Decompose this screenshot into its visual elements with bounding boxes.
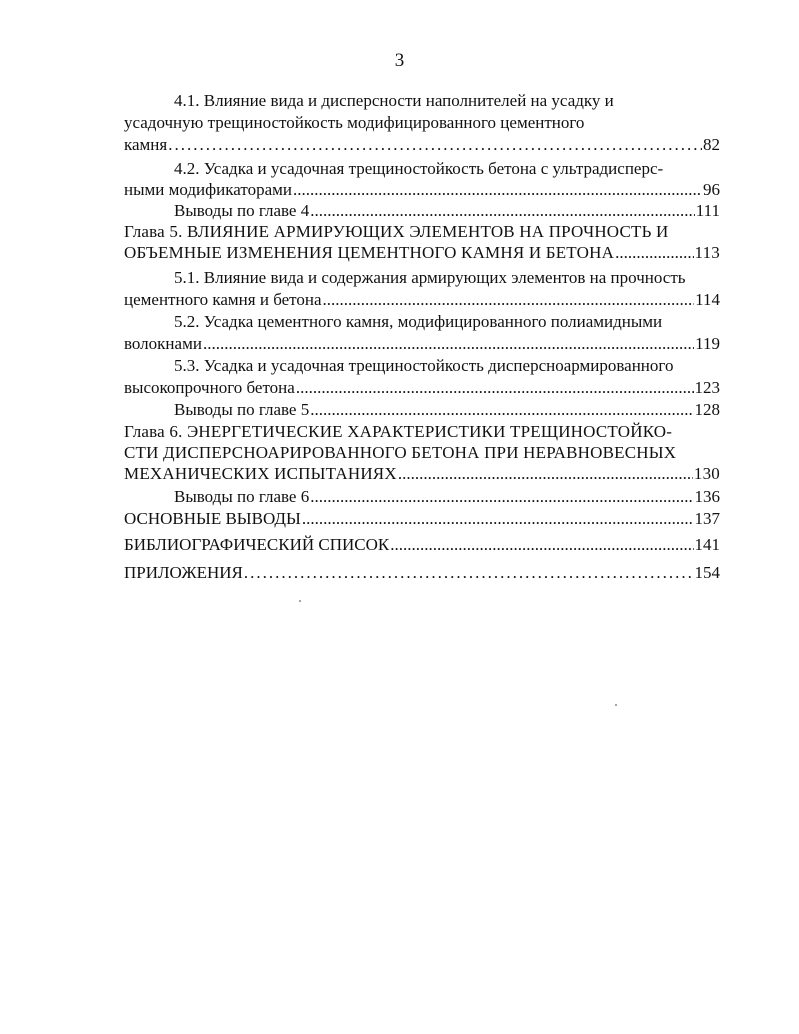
toc-entry-text: ОБЪЕМНЫЕ ИЗМЕНЕНИЯ ЦЕМЕНТНОГО КАМНЯ И БЕТОНА	[124, 243, 615, 262]
toc-entry-text: Выводы по главе 6	[174, 487, 310, 506]
toc-entry-text: 5.3. Усадка и усадочная трещиностойкость дисперсноармированного	[174, 356, 674, 375]
toc-entry-text: камня	[124, 135, 168, 154]
toc-entry-main-conclusions	[124, 508, 720, 529]
toc-entry-chapter-6	[124, 421, 720, 484]
toc-page-number: 114	[695, 290, 720, 309]
toc-entry-text: 4.1. Влияние вида и дисперсности наполнителей на усадку и	[174, 91, 614, 110]
toc-entry-5-3	[124, 355, 720, 399]
toc-page-number: 128	[694, 400, 720, 419]
toc-entry-text: ными модификаторами	[124, 180, 292, 199]
toc-entry-5-2	[124, 311, 720, 355]
toc-page-number: 111	[695, 201, 720, 220]
toc-page-number: 154	[694, 563, 720, 582]
toc-entry-text: Выводы по главе 4	[174, 201, 310, 220]
toc-page-number: 82	[703, 135, 720, 154]
toc-entry-chapter-5	[124, 221, 720, 263]
toc-entry-conclusions-6	[124, 486, 720, 508]
toc-entry-4-1	[124, 90, 720, 156]
toc-entry-text: 5.2. Усадка цементного камня, модифицированного полиамидными	[174, 312, 663, 331]
toc-entry-text: Глава 5. ВЛИЯНИЕ АРМИРУЮЩИХ ЭЛЕМЕНТОВ НА ПРОЧНОСТЬ И	[124, 222, 669, 241]
toc-entry-text: ОСНОВНЫЕ ВЫВОДЫ	[124, 509, 301, 528]
page-number: 3	[394, 50, 405, 71]
dot-leader	[398, 463, 693, 484]
toc-entry-text: высокопрочного бетона	[124, 378, 295, 397]
toc-entry-text: Глава 6. ЭНЕРГЕТИЧЕСКИЕ ХАРАКТЕРИСТИКИ ТРЕЩИНОСТОЙКО-	[124, 422, 673, 441]
toc-entry-text: Выводы по главе 5	[174, 400, 310, 419]
toc-page-number: 141	[694, 535, 720, 554]
toc-entry-text: БИБЛИОГРАФИЧЕСКИЙ СПИСОК	[124, 535, 390, 554]
scan-speck	[299, 600, 301, 602]
dot-leader	[296, 377, 694, 399]
toc-entry-text: ПРИЛОЖЕНИЯ	[124, 563, 243, 582]
toc-page-number: 130	[693, 464, 720, 483]
toc-page-number: 96	[703, 180, 720, 199]
toc-entry-text: СТИ ДИСПЕРСНОАРИРОВАННОГО БЕТОНА ПРИ НЕРАВНОВЕСНЫХ	[124, 443, 677, 462]
toc-entry-conclusions-5	[124, 399, 720, 421]
toc-entry-text: 4.2. Усадка и усадочная трещиностойкость бетона с ультрадисперс-	[174, 159, 664, 178]
toc-entry-4-2	[124, 158, 720, 200]
toc-page-number: 113	[694, 243, 720, 262]
toc-entry-5-1	[124, 267, 720, 311]
dot-leader	[323, 289, 695, 311]
toc-entry-appendices	[124, 562, 720, 584]
toc-entry-text: 5.1. Влияние вида и содержания армирующих элементов на прочность	[174, 268, 686, 287]
toc-page-number: 119	[695, 334, 720, 353]
dot-leader	[310, 486, 693, 508]
dot-leader	[168, 134, 702, 156]
dot-leader	[244, 562, 694, 584]
toc-entry-text: усадочную трещиностойкость модифицированного цементного	[124, 113, 585, 132]
toc-page-number: 136	[694, 487, 720, 506]
toc-entry-text: МЕХАНИЧЕСКИХ ИСПЫТАНИЯХ	[124, 464, 397, 483]
toc-entry-bibliography	[124, 534, 720, 556]
dot-leader	[302, 508, 694, 529]
dot-leader	[615, 242, 693, 263]
dot-leader	[390, 534, 693, 556]
toc-entry-text: волокнами	[124, 334, 202, 353]
toc-entry-conclusions-4	[124, 200, 720, 221]
toc-page-number: 137	[694, 509, 720, 528]
table-of-contents	[124, 90, 720, 584]
toc-entry-text: цементного камня и бетона	[124, 290, 322, 309]
dot-leader	[310, 200, 695, 221]
dot-leader	[293, 179, 702, 200]
toc-page-number: 123	[694, 378, 720, 397]
dot-leader	[310, 399, 693, 421]
dot-leader	[203, 333, 694, 355]
scan-speck	[615, 704, 617, 706]
